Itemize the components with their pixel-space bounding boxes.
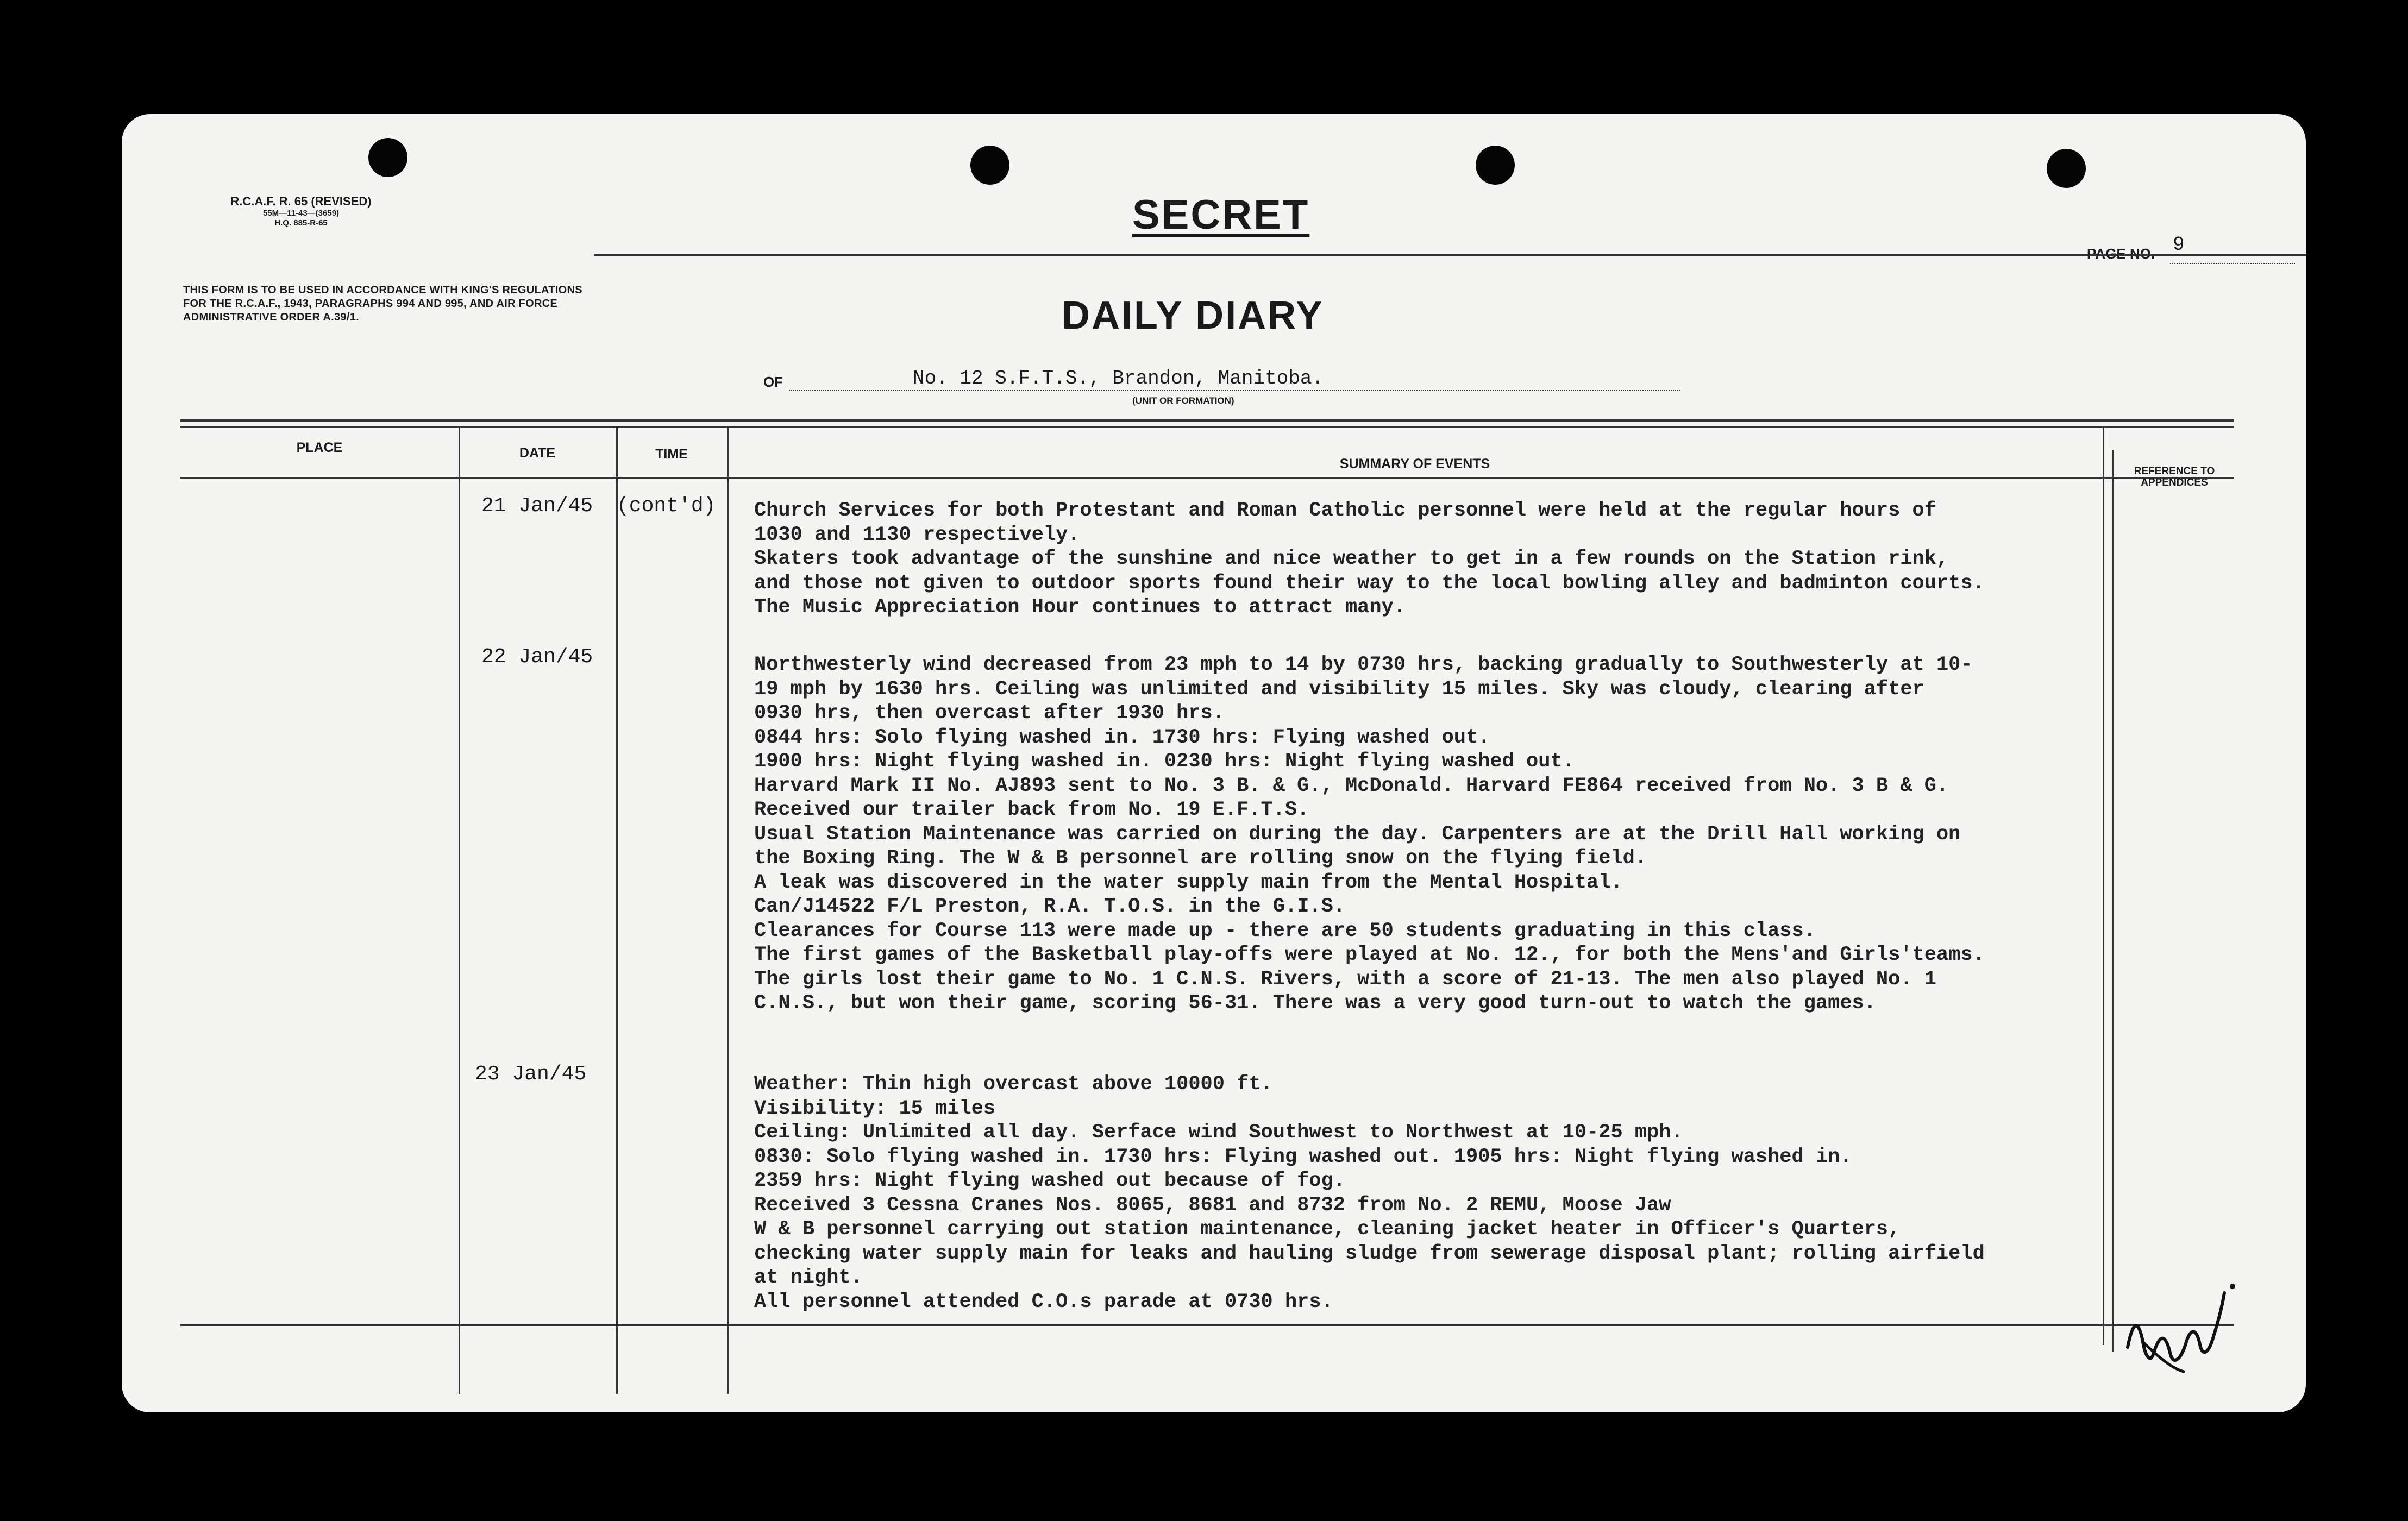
summary-line: Ceiling: Unlimited all day. Serface wind Southwest to Northwest at 10-25 mph. (754, 1121, 1683, 1144)
summary-line: W & B personnel carrying out station maintenance, cleaning jacket heater in Officer's Quarters, (754, 1218, 1901, 1241)
form-number: R.C.A.F. R. 65 (REVISED) (230, 194, 372, 208)
table-top-rule (180, 426, 2234, 428)
page-number-label: PAGE NO. (2087, 246, 2155, 262)
summary-line: 0930 hrs, then overcast after 1930 hrs. (754, 702, 1225, 725)
summary-line: Usual Station Maintenance was carried on during the day. Carpenters are at the Drill Hall working on (754, 822, 1961, 846)
summary-line: 0844 hrs: Solo flying washed in. 1730 hrs: Flying washed out. (754, 726, 1490, 749)
entry-time: (cont'd) (617, 494, 716, 518)
column-header-time: TIME (655, 447, 688, 462)
summary-line: The Music Appreciation Hour continues to attract many. (754, 596, 1406, 619)
column-header-reference: REFERENCE TO APPENDICES (2134, 466, 2215, 488)
summary-line: Clearances for Course 113 were made up - there are 50 students graduating in this class. (754, 919, 1816, 942)
summary-line: Received our trailer back from No. 19 E.F.T.S. (754, 799, 1309, 821)
form-identifier (192, 194, 410, 228)
summary-line: and those not given to outdoor sports found their way to the local bowling alley and badminton courts. (754, 571, 1985, 595)
form-title: DAILY DIARY (1062, 294, 1324, 337)
summary-line: Church Services for both Protestant and Roman Catholic personnel were held at the regular hours of (754, 499, 1936, 522)
summary-line: Northwesterly wind decreased from 23 mph to 14 by 0730 hrs, backing gradually to Southwesterly at 10- (754, 653, 1973, 676)
column-header-summary: SUMMARY OF EVENTS (1339, 456, 1490, 472)
summary-line: The first games of the Basketball play-offs were played at No. 12., for both the Mens'and Girls'teams. (754, 944, 1985, 966)
summary-line: 2359 hrs: Night flying washed out because of fog. (754, 1170, 1345, 1192)
summary-line: Received 3 Cessna Cranes Nos. 8065, 8681 and 8732 from No. 2 REMU, Moose Jaw (754, 1193, 1671, 1217)
summary-line: Harvard Mark II No. AJ893 sent to No. 3 B. & G., McDonald. Harvard FE864 received from No. 3 B & G. (754, 774, 1949, 797)
column-divider (459, 427, 460, 1394)
binder-hole (2047, 149, 2086, 188)
summary-line: the Boxing Ring. The W & B personnel are rolling snow on the flying field. (754, 847, 1647, 870)
summary-line: All personnel attended C.O.s parade at 0730 hrs. (754, 1290, 1333, 1313)
entry-summary (754, 1072, 2232, 1314)
summary-line: Weather: Thin high overcast above 10000 ft. (754, 1073, 1273, 1096)
column-divider (727, 427, 729, 1394)
unit-name: No. 12 S.F.T.S., Brandon, Manitoba. (913, 367, 1324, 389)
summary-line: 0830: Solo flying washed in. 1730 hrs: Flying washed out. 1905 hrs: Night flying washed in. (754, 1145, 1852, 1168)
diary-sheet (122, 114, 2306, 1412)
form-hq-code: H.Q. 885-R-65 (274, 218, 328, 228)
unit-line (789, 390, 1680, 391)
summary-line: 1900 hrs: Night flying washed in. 0230 hrs: Night flying washed out. (754, 750, 1575, 773)
header-rule (594, 254, 2306, 256)
summary-line: checking water supply main for leaks and hauling sludge from sewerage disposal plant; rolling airfield (754, 1242, 1985, 1265)
form-print-code: 55M—11-43—(3659) (262, 209, 340, 218)
binder-hole (368, 138, 407, 177)
summary-line: 1030 and 1130 respectively. (754, 523, 1080, 546)
entry-summary (754, 499, 2232, 620)
summary-line: C.N.S., but won their game, scoring 56-31. There was a very good turn-out to watch the games. (754, 992, 1876, 1015)
table-bottom-rule (180, 1324, 2234, 1326)
handwritten-initials (2121, 1271, 2252, 1374)
summary-line: The girls lost their game to No. 1 C.N.S. Rivers, with a score of 21-13. The men also played No. 1 (754, 967, 1936, 991)
summary-line: 19 mph by 1630 hrs. Ceiling was unlimited and visibility 15 miles. Sky was cloudy, clearing after (754, 677, 1924, 701)
page-number-line (2170, 263, 2295, 264)
classification-heading: SECRET (1132, 192, 1310, 238)
binder-hole (970, 146, 1009, 185)
entry-date: 21 Jan/45 (481, 494, 593, 518)
table-top-rule (180, 419, 2234, 422)
entry-summary (754, 653, 2232, 1016)
form-instruction: THIS FORM IS TO BE USED IN ACCORDANCE WITH KING'S REGULATIONS FOR THE R.C.A.F., 1943, PARAGRAPHS 994 AND 995, AND AIR FORCE ADMINISTRATIVE ORDER A.39/1. (183, 284, 582, 323)
of-label: OF (763, 374, 783, 390)
column-header-place: PLACE (296, 440, 343, 455)
entry-date: 23 Jan/45 (475, 1063, 587, 1086)
column-divider (616, 427, 618, 1394)
summary-line: Can/J14522 F/L Preston, R.A. T.O.S. in the G.I.S. (754, 895, 1345, 918)
unit-caption: (UNIT OR FORMATION) (1132, 395, 1234, 406)
summary-line: Skaters took advantage of the sunshine and nice weather to get in a few rounds on the Station rink, (754, 548, 1949, 570)
page-number: 9 (2173, 234, 2185, 256)
column-header-date: DATE (519, 445, 556, 461)
summary-line: Visibility: 15 miles (754, 1097, 996, 1120)
binder-hole (1476, 146, 1515, 185)
entry-date: 22 Jan/45 (481, 645, 593, 669)
summary-line: A leak was discovered in the water supply main from the Mental Hospital. (754, 871, 1623, 894)
table-header-rule (180, 477, 2234, 479)
summary-line: at night. (754, 1266, 863, 1289)
